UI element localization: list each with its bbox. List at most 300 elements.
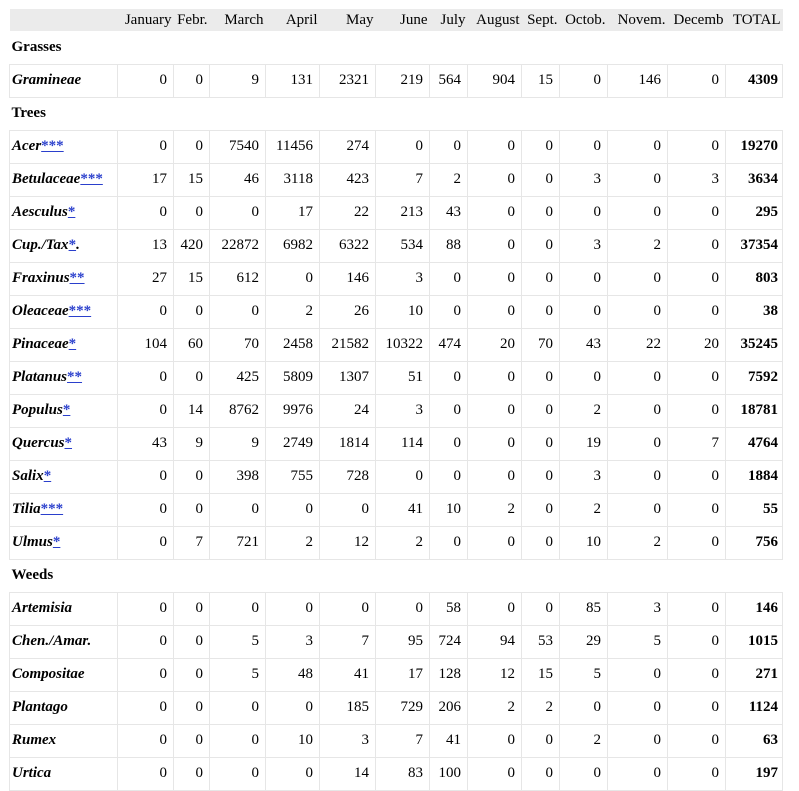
- month-value-cell: 0: [118, 493, 174, 526]
- month-value-cell: 0: [468, 130, 522, 163]
- month-value-cell: 0: [468, 757, 522, 790]
- month-value-cell: 21582: [320, 328, 376, 361]
- month-value-cell: 0: [668, 196, 726, 229]
- table-row: [10, 757, 783, 790]
- month-value-cell: 15: [174, 262, 210, 295]
- month-value-cell: 0: [118, 295, 174, 328]
- total-cell: 146: [726, 592, 783, 625]
- month-value-cell: 5: [608, 625, 668, 658]
- month-value-cell: 0: [266, 493, 320, 526]
- month-value-cell: 3: [560, 229, 608, 262]
- month-value-cell: 0: [608, 130, 668, 163]
- taxon-name: Cup./Tax: [12, 237, 69, 253]
- month-value-cell: 15: [174, 163, 210, 196]
- month-value-cell: 43: [430, 196, 468, 229]
- month-value-cell: 5: [210, 625, 266, 658]
- month-value-cell: 128: [430, 658, 468, 691]
- total-cell: 4309: [726, 64, 783, 97]
- month-value-cell: 17: [118, 163, 174, 196]
- header-october: Octob.: [565, 11, 606, 28]
- month-value-cell: 0: [118, 724, 174, 757]
- month-value-cell: 2: [430, 163, 468, 196]
- table-row: [10, 460, 783, 493]
- month-value-cell: 0: [560, 64, 608, 97]
- month-value-cell: 0: [608, 460, 668, 493]
- taxon-name: Urtica: [12, 765, 52, 781]
- month-value-cell: 0: [668, 592, 726, 625]
- header-february: Febr.: [177, 11, 208, 28]
- month-value-cell: 24: [320, 394, 376, 427]
- month-value-cell: 10: [376, 295, 430, 328]
- month-value-cell: 41: [320, 658, 376, 691]
- month-value-cell: 131: [266, 64, 320, 97]
- month-value-cell: 0: [376, 130, 430, 163]
- taxon-cell: [10, 625, 118, 658]
- total-cell: 35245: [726, 328, 783, 361]
- header-september: Sept.: [527, 11, 558, 28]
- total-cell: 803: [726, 262, 783, 295]
- month-value-cell: 146: [608, 64, 668, 97]
- month-value-cell: 9976: [266, 394, 320, 427]
- month-value-cell: 0: [560, 295, 608, 328]
- month-value-cell: 729: [376, 691, 430, 724]
- month-value-cell: 3: [376, 394, 430, 427]
- month-value-cell: 17: [266, 196, 320, 229]
- total-cell: 197: [726, 757, 783, 790]
- month-value-cell: 0: [522, 724, 560, 757]
- month-value-cell: 0: [608, 757, 668, 790]
- month-value-cell: 0: [210, 493, 266, 526]
- month-value-cell: 22: [608, 328, 668, 361]
- month-value-cell: 0: [608, 427, 668, 460]
- month-value-cell: 0: [522, 592, 560, 625]
- header-april: April: [285, 11, 318, 28]
- total-cell: 63: [726, 724, 783, 757]
- table-row: [10, 592, 783, 625]
- month-value-cell: 0: [608, 691, 668, 724]
- header-row: [10, 9, 783, 31]
- month-value-cell: 0: [468, 229, 522, 262]
- total-cell: 55: [726, 493, 783, 526]
- month-value-cell: 22872: [210, 229, 266, 262]
- month-value-cell: 0: [174, 625, 210, 658]
- section-title: Weeds: [11, 567, 54, 583]
- month-value-cell: 2: [608, 229, 668, 262]
- month-value-cell: 1814: [320, 427, 376, 460]
- month-value-cell: 0: [210, 691, 266, 724]
- taxon-cell: [10, 394, 118, 427]
- month-value-cell: 6982: [266, 229, 320, 262]
- allergenicity-link[interactable]: *: [43, 468, 52, 484]
- month-value-cell: 43: [118, 427, 174, 460]
- month-value-cell: 0: [468, 262, 522, 295]
- month-value-cell: 0: [174, 493, 210, 526]
- month-value-cell: 2: [608, 526, 668, 559]
- taxon-cell: [10, 229, 118, 262]
- month-value-cell: 2321: [320, 64, 376, 97]
- table-row: [10, 196, 783, 229]
- month-value-cell: 2: [560, 493, 608, 526]
- taxon-cell: [10, 460, 118, 493]
- month-value-cell: 104: [118, 328, 174, 361]
- month-value-cell: 0: [668, 691, 726, 724]
- month-value-cell: 2458: [266, 328, 320, 361]
- taxon-cell: [10, 163, 118, 196]
- total-cell: 756: [726, 526, 783, 559]
- month-value-cell: 88: [430, 229, 468, 262]
- month-value-cell: 0: [668, 625, 726, 658]
- total-cell: 271: [726, 658, 783, 691]
- month-value-cell: 0: [266, 262, 320, 295]
- month-value-cell: 0: [522, 427, 560, 460]
- allergenicity-link[interactable]: *: [62, 402, 71, 418]
- month-value-cell: 7: [174, 526, 210, 559]
- month-value-cell: 0: [118, 64, 174, 97]
- month-value-cell: 46: [210, 163, 266, 196]
- month-value-cell: 15: [522, 658, 560, 691]
- total-cell: 3634: [726, 163, 783, 196]
- month-value-cell: 0: [522, 196, 560, 229]
- total-cell: 38: [726, 295, 783, 328]
- month-value-cell: 721: [210, 526, 266, 559]
- month-value-cell: 0: [468, 361, 522, 394]
- month-value-cell: 0: [174, 361, 210, 394]
- month-value-cell: 0: [174, 295, 210, 328]
- taxon-name: Salix: [12, 468, 44, 484]
- month-value-cell: 7: [320, 625, 376, 658]
- month-value-cell: 213: [376, 196, 430, 229]
- allergenicity-link[interactable]: ***: [80, 171, 103, 187]
- month-value-cell: 0: [174, 757, 210, 790]
- month-value-cell: 19: [560, 427, 608, 460]
- month-value-cell: 7: [376, 724, 430, 757]
- taxon-cell: [10, 130, 118, 163]
- month-value-cell: 48: [266, 658, 320, 691]
- table-body: [10, 31, 783, 790]
- month-value-cell: 274: [320, 130, 376, 163]
- month-value-cell: 3: [376, 262, 430, 295]
- month-value-cell: 95: [376, 625, 430, 658]
- pollen-calendar-table: [9, 9, 783, 791]
- month-value-cell: 60: [174, 328, 210, 361]
- month-value-cell: 755: [266, 460, 320, 493]
- table-row: [10, 493, 783, 526]
- total-cell: 37354: [726, 229, 783, 262]
- month-value-cell: 29: [560, 625, 608, 658]
- allergenicity-link[interactable]: ***: [41, 138, 64, 154]
- taxon-name: Aesculus: [12, 204, 68, 220]
- month-value-cell: 0: [668, 526, 726, 559]
- month-value-cell: 0: [430, 295, 468, 328]
- section-title: Grasses: [11, 38, 62, 55]
- month-value-cell: 3118: [266, 163, 320, 196]
- month-value-cell: 185: [320, 691, 376, 724]
- month-value-cell: 3: [266, 625, 320, 658]
- taxon-cell: [10, 427, 118, 460]
- month-value-cell: 51: [376, 361, 430, 394]
- month-value-cell: 0: [608, 361, 668, 394]
- table-row: [10, 427, 783, 460]
- month-value-cell: 12: [468, 658, 522, 691]
- month-value-cell: 0: [174, 691, 210, 724]
- month-value-cell: 0: [522, 130, 560, 163]
- month-value-cell: 9: [210, 427, 266, 460]
- total-cell: 18781: [726, 394, 783, 427]
- taxon-cell: [10, 658, 118, 691]
- month-value-cell: 26: [320, 295, 376, 328]
- month-value-cell: 219: [376, 64, 430, 97]
- month-value-cell: 0: [468, 592, 522, 625]
- header-december: Decemb: [673, 11, 724, 28]
- month-value-cell: 27: [118, 262, 174, 295]
- month-value-cell: 0: [560, 361, 608, 394]
- month-value-cell: 0: [118, 526, 174, 559]
- month-value-cell: 0: [560, 262, 608, 295]
- table-row: [10, 361, 783, 394]
- allergenicity-link[interactable]: ***: [40, 501, 64, 517]
- taxon-name: Pinaceae: [12, 336, 69, 352]
- month-value-cell: 100: [430, 757, 468, 790]
- month-value-cell: 0: [174, 196, 210, 229]
- month-value-cell: 0: [668, 229, 726, 262]
- header-may: May: [346, 11, 374, 28]
- month-value-cell: 0: [560, 691, 608, 724]
- month-value-cell: 0: [522, 526, 560, 559]
- month-value-cell: 5: [210, 658, 266, 691]
- total-cell: 1884: [726, 460, 783, 493]
- table-row: [10, 64, 783, 97]
- month-value-cell: 0: [174, 130, 210, 163]
- month-value-cell: 0: [468, 427, 522, 460]
- month-value-cell: 0: [668, 394, 726, 427]
- month-value-cell: 6322: [320, 229, 376, 262]
- month-value-cell: 0: [608, 493, 668, 526]
- month-value-cell: 0: [430, 427, 468, 460]
- month-value-cell: 114: [376, 427, 430, 460]
- month-value-cell: 5: [560, 658, 608, 691]
- month-value-cell: 0: [174, 724, 210, 757]
- month-value-cell: 58: [430, 592, 468, 625]
- month-value-cell: 2: [560, 724, 608, 757]
- month-value-cell: 534: [376, 229, 430, 262]
- taxon-name: Oleaceae: [12, 303, 69, 319]
- taxon-name: Platanus: [12, 369, 68, 385]
- month-value-cell: 85: [560, 592, 608, 625]
- month-value-cell: 0: [376, 460, 430, 493]
- taxon-name: Gramineae: [12, 72, 82, 88]
- header-august: August: [476, 11, 520, 28]
- taxon-cell: [10, 361, 118, 394]
- month-value-cell: 206: [430, 691, 468, 724]
- month-value-cell: 0: [522, 262, 560, 295]
- month-value-cell: 0: [608, 295, 668, 328]
- month-value-cell: 83: [376, 757, 430, 790]
- taxon-name: Compositae: [12, 666, 85, 682]
- month-value-cell: 724: [430, 625, 468, 658]
- taxon-name: Rumex: [12, 732, 57, 748]
- taxon-name: Plantago: [12, 699, 68, 715]
- month-value-cell: 0: [668, 493, 726, 526]
- month-value-cell: 0: [560, 130, 608, 163]
- month-value-cell: 2: [468, 691, 522, 724]
- month-value-cell: 0: [668, 658, 726, 691]
- table-row: [10, 328, 783, 361]
- table-row: [10, 658, 783, 691]
- month-value-cell: 0: [668, 130, 726, 163]
- month-value-cell: 0: [668, 361, 726, 394]
- allergenicity-link[interactable]: **: [67, 369, 83, 385]
- allergenicity-link[interactable]: *: [52, 534, 61, 550]
- pollen-table-container: [9, 9, 783, 791]
- total-cell: 1124: [726, 691, 783, 724]
- month-value-cell: 12: [320, 526, 376, 559]
- month-value-cell: 2: [560, 394, 608, 427]
- month-value-cell: 0: [430, 130, 468, 163]
- month-value-cell: 0: [376, 592, 430, 625]
- table-row: [10, 229, 783, 262]
- month-value-cell: 17: [376, 658, 430, 691]
- month-value-cell: 0: [266, 757, 320, 790]
- total-cell: 19270: [726, 130, 783, 163]
- month-value-cell: 0: [118, 130, 174, 163]
- header-november: Novem.: [617, 11, 666, 28]
- month-value-cell: 5809: [266, 361, 320, 394]
- month-value-cell: 11456: [266, 130, 320, 163]
- month-value-cell: 0: [522, 757, 560, 790]
- month-value-cell: 7: [376, 163, 430, 196]
- month-value-cell: 0: [668, 295, 726, 328]
- month-value-cell: 0: [468, 526, 522, 559]
- month-value-cell: 2: [266, 295, 320, 328]
- month-value-cell: 612: [210, 262, 266, 295]
- month-value-cell: 904: [468, 64, 522, 97]
- month-value-cell: 70: [522, 328, 560, 361]
- month-value-cell: 0: [210, 592, 266, 625]
- month-value-cell: 0: [468, 295, 522, 328]
- month-value-cell: 7: [668, 427, 726, 460]
- month-value-cell: 10: [266, 724, 320, 757]
- month-value-cell: 420: [174, 229, 210, 262]
- month-value-cell: 0: [266, 691, 320, 724]
- allergenicity-link[interactable]: *: [68, 336, 77, 352]
- month-value-cell: 0: [608, 394, 668, 427]
- allergenicity-link[interactable]: **: [69, 270, 85, 286]
- month-value-cell: 9: [210, 64, 266, 97]
- month-value-cell: 0: [668, 757, 726, 790]
- month-value-cell: 0: [210, 295, 266, 328]
- month-value-cell: 14: [174, 394, 210, 427]
- month-value-cell: 0: [320, 493, 376, 526]
- month-value-cell: 0: [522, 361, 560, 394]
- header-june: June: [400, 11, 428, 28]
- month-value-cell: 15: [522, 64, 560, 97]
- month-value-cell: 0: [118, 460, 174, 493]
- month-value-cell: 0: [522, 460, 560, 493]
- month-value-cell: 3: [668, 163, 726, 196]
- month-value-cell: 0: [608, 724, 668, 757]
- month-value-cell: 2: [376, 526, 430, 559]
- month-value-cell: 0: [174, 658, 210, 691]
- table-row: [10, 130, 783, 163]
- month-value-cell: 0: [210, 757, 266, 790]
- month-value-cell: 10: [430, 493, 468, 526]
- month-value-cell: 0: [522, 394, 560, 427]
- taxon-cell: [10, 724, 118, 757]
- month-value-cell: 0: [118, 394, 174, 427]
- month-value-cell: 0: [668, 460, 726, 493]
- month-value-cell: 0: [560, 196, 608, 229]
- month-value-cell: 20: [668, 328, 726, 361]
- month-value-cell: 0: [522, 493, 560, 526]
- allergenicity-link[interactable]: *: [67, 204, 76, 220]
- header-march: March: [224, 11, 264, 28]
- header-january: January: [124, 11, 172, 28]
- taxon-cell: [10, 757, 118, 790]
- allergenicity-link[interactable]: *: [64, 435, 73, 451]
- month-value-cell: 0: [608, 658, 668, 691]
- month-value-cell: 0: [430, 262, 468, 295]
- taxon-cell: [10, 262, 118, 295]
- month-value-cell: 728: [320, 460, 376, 493]
- month-value-cell: 425: [210, 361, 266, 394]
- month-value-cell: 13: [118, 229, 174, 262]
- month-value-cell: 0: [468, 460, 522, 493]
- month-value-cell: 423: [320, 163, 376, 196]
- month-value-cell: 2749: [266, 427, 320, 460]
- table-row: [10, 691, 783, 724]
- month-value-cell: 0: [468, 163, 522, 196]
- month-value-cell: 0: [118, 658, 174, 691]
- month-value-cell: 0: [430, 394, 468, 427]
- table-row: [10, 724, 783, 757]
- month-value-cell: 0: [468, 196, 522, 229]
- month-value-cell: 9: [174, 427, 210, 460]
- taxon-cell: [10, 196, 118, 229]
- month-value-cell: 564: [430, 64, 468, 97]
- month-value-cell: 0: [266, 592, 320, 625]
- total-cell: 1015: [726, 625, 783, 658]
- taxon-cell: [10, 691, 118, 724]
- taxon-cell: [10, 295, 118, 328]
- month-value-cell: 474: [430, 328, 468, 361]
- month-value-cell: 0: [174, 64, 210, 97]
- month-value-cell: 2: [468, 493, 522, 526]
- month-value-cell: 41: [430, 724, 468, 757]
- table-row: [10, 295, 783, 328]
- month-value-cell: 43: [560, 328, 608, 361]
- taxon-name: Quercus: [12, 435, 65, 451]
- month-value-cell: 3: [320, 724, 376, 757]
- allergenicity-link[interactable]: ***: [68, 303, 92, 319]
- table-row: [10, 526, 783, 559]
- taxon-cell: [10, 493, 118, 526]
- month-value-cell: 0: [118, 196, 174, 229]
- month-value-cell: 53: [522, 625, 560, 658]
- month-value-cell: 0: [430, 460, 468, 493]
- month-value-cell: 398: [210, 460, 266, 493]
- month-value-cell: 0: [320, 592, 376, 625]
- taxon-name: Fraxinus: [12, 270, 70, 286]
- month-value-cell: 0: [118, 625, 174, 658]
- month-value-cell: 20: [468, 328, 522, 361]
- section-row: [10, 97, 783, 130]
- month-value-cell: 0: [522, 229, 560, 262]
- allergenicity-link[interactable]: *: [68, 237, 77, 253]
- section-title: Trees: [11, 105, 46, 121]
- taxon-cell: [10, 592, 118, 625]
- taxon-cell: [10, 526, 118, 559]
- month-value-cell: 14: [320, 757, 376, 790]
